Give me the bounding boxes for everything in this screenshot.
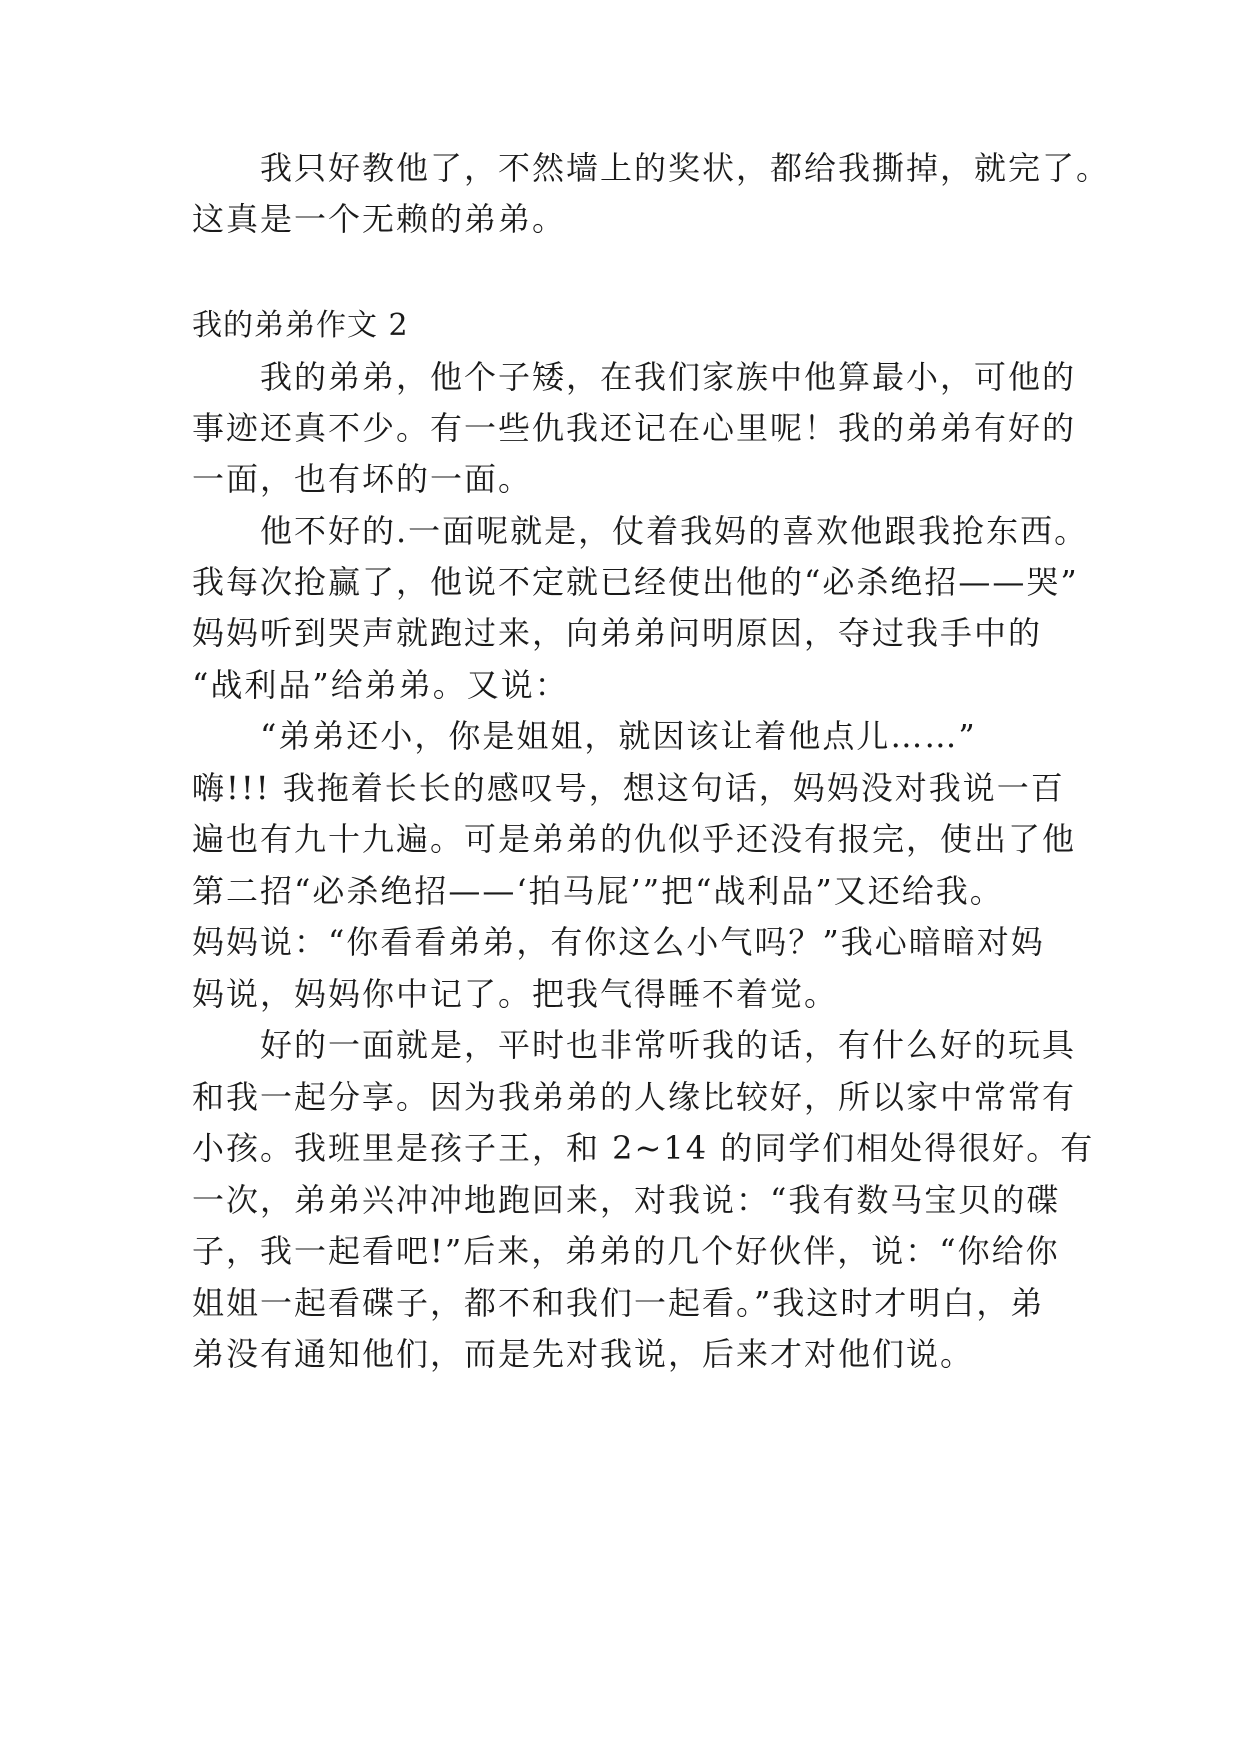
- text-line: 我只好教他了，不然墙上的奖状，都给我撕掉，就完了。: [192, 149, 1111, 187]
- text-line: 妈说，妈妈你中记了。把我气得睡不着觉。: [192, 975, 839, 1013]
- text-line: 小孩。我班里是孩子王，和 2~14 的同学们相处得很好。有: [192, 1129, 1095, 1167]
- text-line: 他不好的.一面呢就是，仗着我妈的喜欢他跟我抢东西。: [192, 512, 1089, 550]
- text-line: 妈妈说：“你看看弟弟，有你这么小气吗？”我心暗暗对妈: [192, 923, 1045, 961]
- essay-title: 我的弟弟作文 2: [192, 308, 409, 343]
- text-line: 好的一面就是，平时也非常听我的话，有什么好的玩具: [192, 1026, 1077, 1064]
- text-line: 一次，弟弟兴冲冲地跑回来，对我说：“我有数马宝贝的碟: [192, 1181, 1061, 1219]
- text-line: 第二招“必杀绝招——‘拍马屁’”把“战利品”又还给我。: [192, 872, 1004, 910]
- text-line: 我每次抢赢了，他说不定就已经使出他的“必杀绝招——哭”: [192, 563, 1079, 601]
- text-line: 和我一起分享。因为我弟弟的人缘比较好，所以家中常常有: [192, 1078, 1077, 1116]
- text-line: 子，我一起看吧!”后来，弟弟的几个好伙伴，说：“你给你: [192, 1232, 1060, 1270]
- text-line: 事迹还真不少。有一些仇我还记在心里呢！我的弟弟有好的: [192, 409, 1077, 447]
- text-line: 遍也有九十九遍。可是弟弟的仇似乎还没有报完，使出了他: [192, 820, 1077, 858]
- text-line: “战利品”给弟弟。又说：: [192, 666, 569, 704]
- text-line: “弟弟还小，你是姐姐，就因该让着他点儿……”: [192, 717, 977, 755]
- text-line: 这真是一个无赖的弟弟。: [192, 200, 567, 238]
- text-line: 一面，也有坏的一面。: [192, 460, 533, 498]
- text-line: 弟没有通知他们，而是先对我说，后来才对他们说。: [192, 1335, 975, 1373]
- text-line: 姐姐一起看碟子，都不和我们一起看。”我这时才明白，弟: [192, 1284, 1045, 1322]
- text-line: 嗨!!! 我拖着长长的感叹号，想这句话，妈妈没对我说一百: [192, 769, 1065, 807]
- text-line: 我的弟弟，他个子矮，在我们家族中他算最小，可他的: [192, 358, 1077, 396]
- text-line: 妈妈听到哭声就跑过来，向弟弟问明原因，夺过我手中的: [192, 614, 1043, 652]
